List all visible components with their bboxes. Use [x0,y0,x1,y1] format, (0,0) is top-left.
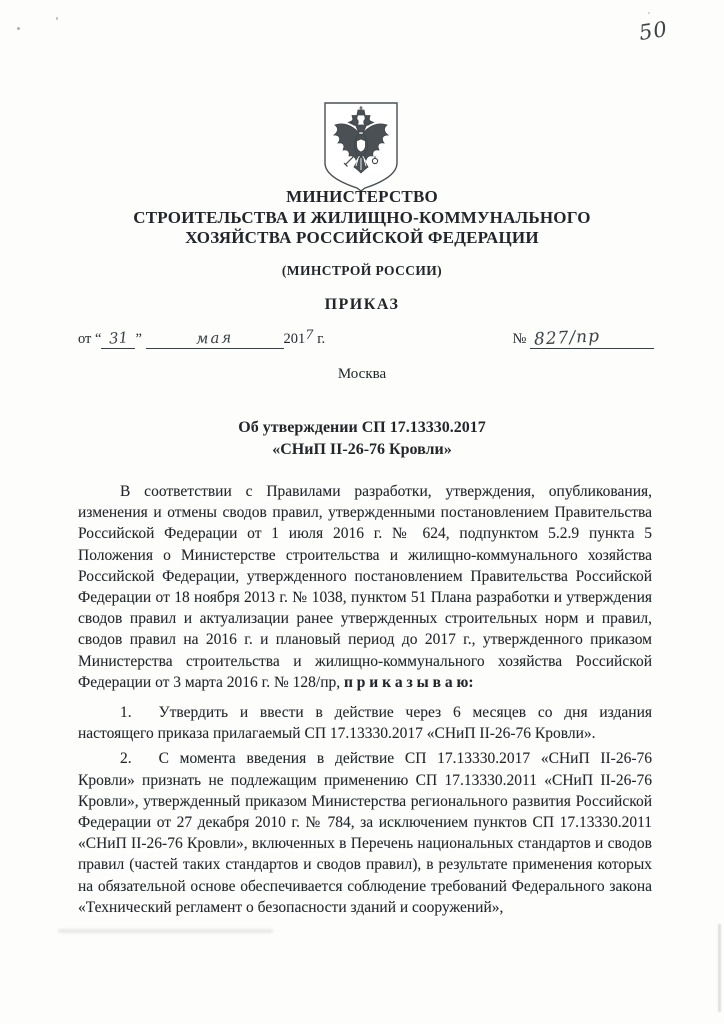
item-1-text: Утвердить и ввести в действие через 6 месяцев со дня издания настоящего приказа прилагаемый СП 17.13330.2017 «СНиП II-26-76 Кровли». [78,704,652,743]
handwritten-month: мая [195,328,234,348]
handwritten-day: 31 [108,328,129,348]
order-number-line [513,328,654,349]
ministry-name-line2: СТРОИТЕЛЬСТВА И ЖИЛИЩНО-КОММУНАЛЬНОГО [133,207,591,227]
date-line [78,328,325,349]
scan-edge-artifact [718,924,721,1012]
number-label: № [512,331,527,347]
document-type-heading: ПРИКАЗ [324,296,400,313]
order-number-blank [530,328,654,349]
order-title-line2: «СНиП II-26-76 Кровли» [272,441,452,458]
order-title [0,417,724,461]
ministry-name-line3: ХОЗЯЙСТВА РОССИЙСКОЙ ФЕДЕРАЦИИ [185,228,539,247]
scan-speck [56,17,58,20]
intro-text: В соответствии с Правилами разработки, утверждения, опубликования, изменения и отмены сводов правил, утвержденными постановлением Правительства Российской Федерации от 1 июля 2016 г. № 624, подпунктом 5.2.9 пункта 5 Положения о Министерстве строительства и жилищно-коммунального хозяйства Российской Федерации, утвержденного постановлением Правительства Российской Федерации от 18 ноября 2013 г. № 1038, пунктом 51 Плана разработки и утверждения сводов правил и актуализации ранее утвержденных строительных норм и правил, сводов правил на 2016 г. и плановый период до 2017 г., утвержденного приказом Министерства строительства и жилищно-коммунального хозяйства Российской Федерации от 3 марта 2016 г. № 128/пр, [78,483,652,691]
item-2-number: 2. [120,750,132,768]
item-2-text: С момента введения в действие СП 17.13330.2017 «СНиП II-26-76 Кровли» признать не подлежащим применению СП 17.13330.2011 «СНиП II-26-76 Кровли», утвержденный приказом Министерства регионального развития Российской Федерации от 27 декабря 2010 г. № 784, за исключением пунктов СП 17.13330.2011 «СНиП II-26-76 Кровли», включенных в Перечень национальных стандартов и сводов правил (частей таких стандартов и сводов правил), в результате применения которых на обязательной основе обеспечивается соблюдение требований Федерального закона «Технический регламент о безопасности зданий и сооружений», [78,750,652,916]
handwritten-order-number: 827/пр [533,326,601,350]
prikazyvayu-keyword: п р и к а з ы в а ю: [344,673,474,691]
city-label: Москва [337,366,387,382]
scan-speck [648,12,650,14]
date-month-blank [146,329,284,349]
russia-coat-of-arms-icon [319,99,403,194]
order-title-line1: Об утверждении СП 17.13330.2017 [238,419,486,436]
handwritten-page-number: 50 [637,16,670,46]
ministry-short-name: (МИНСТРОЙ РОССИИ) [281,263,443,278]
date-prefix: от “ [78,331,102,347]
scan-speck [17,27,20,30]
scan-smudge [58,929,273,933]
intro-paragraph [78,481,652,693]
order-item-2 [78,748,652,918]
item-1-number: 1. [120,704,132,722]
ministry-name [0,187,724,249]
date-close-quote: ” [135,331,142,347]
date-day-blank [101,329,135,349]
ministry-name-line1: МИНИСТЕРСТВО [286,187,438,206]
double-headed-eagle-shield-icon [319,99,403,194]
date-year-printed: 201 [283,331,306,347]
requisites-row [78,328,654,349]
handwritten-year-digit: 7 [305,328,314,343]
date-suffix: г. [317,331,326,347]
order-body [78,481,652,918]
order-item-1 [78,702,652,744]
